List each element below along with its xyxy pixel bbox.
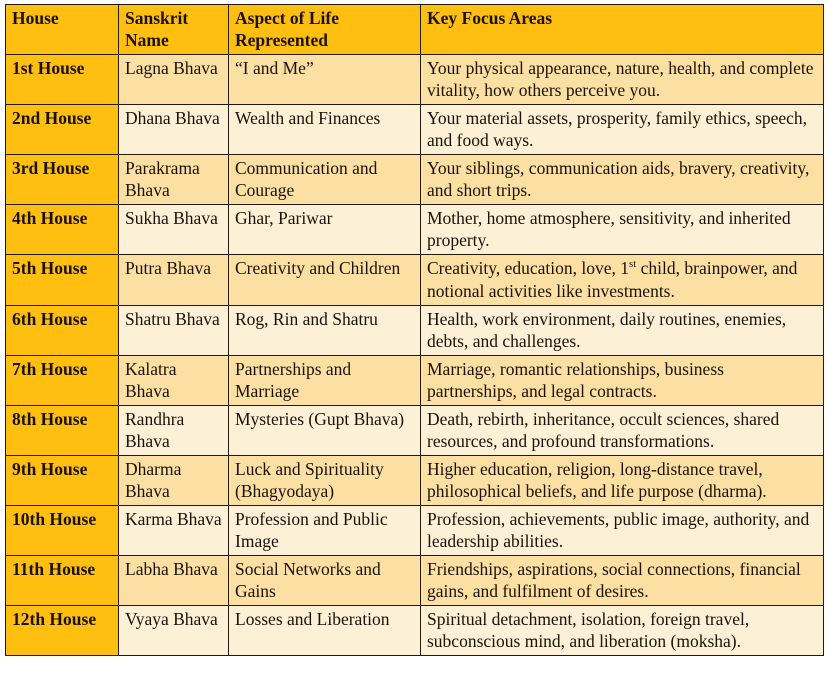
table-row	[6, 505, 824, 555]
cell-sanskrit-name: Dharma Bhava	[119, 455, 229, 505]
table-row	[6, 255, 824, 305]
cell-aspect-of-life: Rog, Rin and Shatru	[229, 305, 421, 355]
table-row	[6, 405, 824, 455]
cell-house: 5th House	[6, 255, 119, 305]
table-body	[6, 55, 824, 656]
cell-key-focus-areas: Spiritual detachment, isolation, foreign travel, subconscious mind, and liberation (moksha).	[421, 606, 824, 656]
cell-house: 9th House	[6, 455, 119, 505]
cell-house: 3rd House	[6, 155, 119, 205]
table-row	[6, 606, 824, 656]
astrology-houses-table	[5, 4, 824, 656]
cell-sanskrit-name: Lagna Bhava	[119, 55, 229, 105]
cell-aspect-of-life: Communication and Courage	[229, 155, 421, 205]
cell-sanskrit-name: Kalatra Bhava	[119, 355, 229, 405]
cell-aspect-of-life: Partnerships and Marriage	[229, 355, 421, 405]
cell-house: 11th House	[6, 556, 119, 606]
cell-key-focus-areas: Marriage, romantic relationships, business partnerships, and legal contracts.	[421, 355, 824, 405]
cell-sanskrit-name: Putra Bhava	[119, 255, 229, 305]
table-header	[6, 5, 824, 55]
table-header-row	[6, 5, 824, 55]
column-header-aspect: Aspect of Life Represented	[229, 5, 421, 55]
cell-key-focus-areas: Creativity, education, love, 1st child, brainpower, and notional activities like investments.	[421, 255, 824, 305]
cell-key-focus-areas: Friendships, aspirations, social connections, financial gains, and fulfilment of desires.	[421, 556, 824, 606]
cell-key-focus-areas: Your siblings, communication aids, bravery, creativity, and short trips.	[421, 155, 824, 205]
table-row	[6, 305, 824, 355]
cell-sanskrit-name: Labha Bhava	[119, 556, 229, 606]
cell-key-focus-areas: Your physical appearance, nature, health, and complete vitality, how others perceive you.	[421, 55, 824, 105]
cell-sanskrit-name: Randhra Bhava	[119, 405, 229, 455]
cell-key-focus-areas: Your material assets, prosperity, family ethics, speech, and food ways.	[421, 105, 824, 155]
table-row	[6, 455, 824, 505]
cell-house: 12th House	[6, 606, 119, 656]
cell-house: 8th House	[6, 405, 119, 455]
table-row	[6, 556, 824, 606]
column-header-sanskrit: Sanskrit Name	[119, 5, 229, 55]
cell-aspect-of-life: “I and Me”	[229, 55, 421, 105]
cell-aspect-of-life: Luck and Spirituality (Bhagyodaya)	[229, 455, 421, 505]
cell-house: 7th House	[6, 355, 119, 405]
cell-aspect-of-life: Wealth and Finances	[229, 105, 421, 155]
cell-key-focus-areas: Profession, achievements, public image, authority, and leadership abilities.	[421, 505, 824, 555]
cell-house: 1st House	[6, 55, 119, 105]
cell-aspect-of-life: Losses and Liberation	[229, 606, 421, 656]
table-row	[6, 355, 824, 405]
column-header-house: House	[6, 5, 119, 55]
cell-sanskrit-name: Shatru Bhava	[119, 305, 229, 355]
cell-house: 2nd House	[6, 105, 119, 155]
cell-sanskrit-name: Karma Bhava	[119, 505, 229, 555]
cell-house: 4th House	[6, 205, 119, 255]
table-row	[6, 55, 824, 105]
cell-key-focus-areas: Health, work environment, daily routines, enemies, debts, and challenges.	[421, 305, 824, 355]
cell-key-focus-areas: Death, rebirth, inheritance, occult sciences, shared resources, and profound transformations.	[421, 405, 824, 455]
table-row	[6, 205, 824, 255]
cell-sanskrit-name: Sukha Bhava	[119, 205, 229, 255]
cell-key-focus-areas: Mother, home atmosphere, sensitivity, and inherited property.	[421, 205, 824, 255]
cell-sanskrit-name: Dhana Bhava	[119, 105, 229, 155]
cell-key-focus-areas: Higher education, religion, long-distance travel, philosophical beliefs, and life purpose (dharma).	[421, 455, 824, 505]
column-header-focus: Key Focus Areas	[421, 5, 824, 55]
cell-aspect-of-life: Mysteries (Gupt Bhava)	[229, 405, 421, 455]
cell-aspect-of-life: Creativity and Children	[229, 255, 421, 305]
cell-house: 6th House	[6, 305, 119, 355]
cell-house: 10th House	[6, 505, 119, 555]
table-row	[6, 155, 824, 205]
table-row	[6, 105, 824, 155]
cell-sanskrit-name: Vyaya Bhava	[119, 606, 229, 656]
cell-aspect-of-life: Social Networks and Gains	[229, 556, 421, 606]
cell-sanskrit-name: Parakrama Bhava	[119, 155, 229, 205]
cell-aspect-of-life: Ghar, Pariwar	[229, 205, 421, 255]
cell-aspect-of-life: Profession and Public Image	[229, 505, 421, 555]
